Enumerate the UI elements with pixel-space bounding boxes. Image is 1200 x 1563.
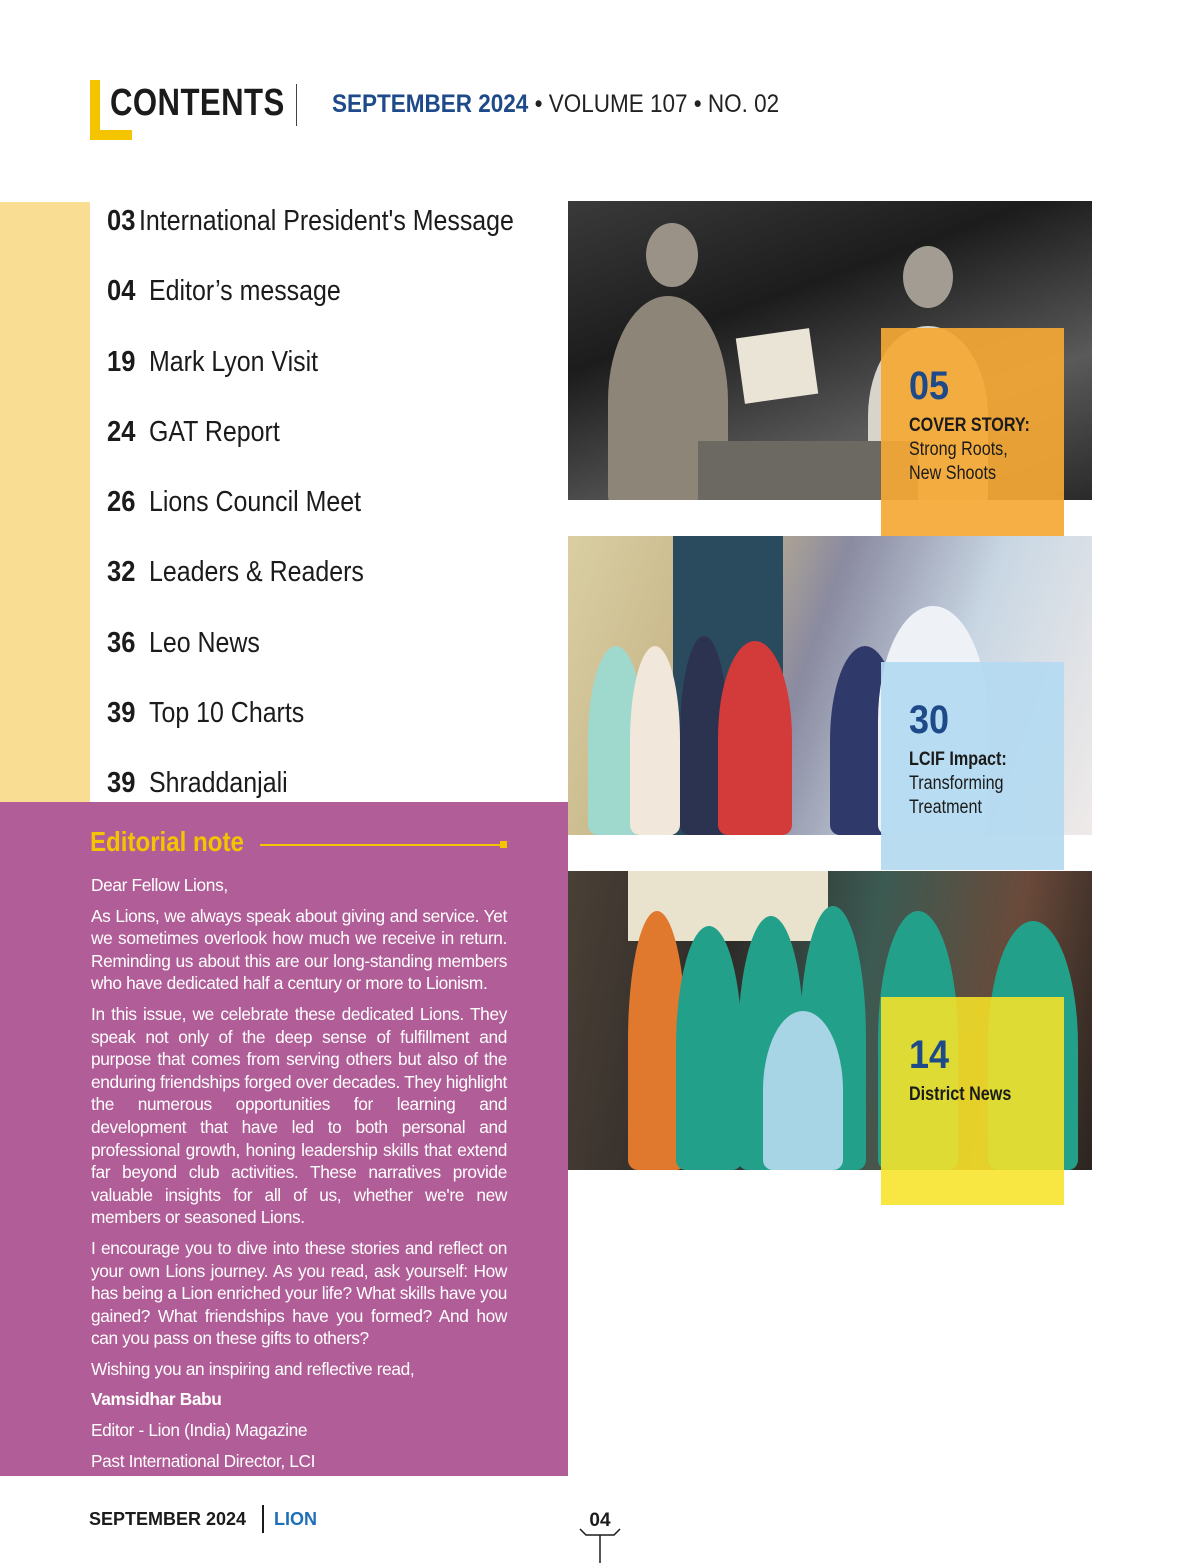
editorial-paragraph: In this issue, we celebrate these dedicated Lions. They speak not only of the deep sense of fulfillment and purpose that comes from serving others but also of the enduring friendships forged over decades. They highlight the numerous opportunities for learning and development that have led to both personal and professional growth, honing leadership skills that extend far beyond club activities. These narratives provide valuable insights for all of us, whether we're new members or seasoned Lions. bbox=[91, 1003, 507, 1228]
cover-story-box[interactable] bbox=[881, 328, 1064, 536]
footer-month: SEPTEMBER 2024 bbox=[89, 1509, 247, 1529]
story-subtitle: New Shoots bbox=[909, 462, 997, 484]
person-head bbox=[903, 246, 953, 308]
person-figure bbox=[630, 646, 680, 835]
story-page-number: 05 bbox=[909, 364, 950, 408]
lcif-impact-box[interactable] bbox=[881, 662, 1064, 870]
story-subtitle: Strong Roots, bbox=[909, 438, 1008, 460]
story-kicker: LCIF Impact: bbox=[909, 749, 1007, 770]
toc-page: 39 bbox=[107, 697, 136, 730]
issue-month: SEPTEMBER 2024 bbox=[332, 90, 529, 118]
person-figure bbox=[718, 641, 792, 835]
story-kicker: District News bbox=[909, 1084, 1012, 1105]
editorial-closing: Wishing you an inspiring and reflective read, bbox=[91, 1358, 415, 1379]
toc-title: Shraddanjali bbox=[149, 767, 288, 800]
toc-page: 32 bbox=[107, 556, 136, 589]
toc-title: Lions Council Meet bbox=[149, 486, 362, 519]
toc-title: Editor’s message bbox=[149, 275, 341, 308]
story-kicker: COVER STORY: bbox=[909, 415, 1030, 436]
toc-item[interactable] bbox=[107, 202, 562, 272]
person-figure bbox=[676, 926, 742, 1170]
signature-title: Editor - Lion (India) Magazine bbox=[91, 1420, 308, 1441]
signature-title: Past International Director, LCI bbox=[91, 1450, 316, 1471]
toc-side-strip bbox=[0, 202, 90, 802]
toc-title: Leo News bbox=[149, 626, 260, 659]
district-news-box[interactable] bbox=[881, 997, 1064, 1205]
toc-page: 36 bbox=[107, 626, 136, 659]
toc-item[interactable] bbox=[107, 624, 562, 694]
editorial-paragraph: I encourage you to dive into these stories and reflect on your own Lions journey. As you read, ask yourself: How has being a Lion enriched your life? What skills have you gained? What friendships have you formed? And how can you pass on these gifts to others? bbox=[91, 1237, 507, 1349]
story-subtitle: Transforming bbox=[909, 772, 1004, 794]
editorial-heading: Editorial note bbox=[90, 826, 244, 857]
toc-item[interactable] bbox=[107, 413, 562, 483]
story-page-number: 14 bbox=[909, 1033, 950, 1077]
toc-page: 24 bbox=[107, 415, 136, 448]
editorial-salutation: Dear Fellow Lions, bbox=[91, 875, 228, 895]
footer-brand: LION bbox=[274, 1509, 317, 1529]
story-page-number: 30 bbox=[909, 698, 950, 742]
toc-item[interactable] bbox=[107, 694, 562, 764]
person-figure bbox=[763, 1011, 843, 1170]
table-of-contents bbox=[107, 202, 562, 835]
certificate-shape bbox=[736, 328, 818, 404]
signature-name: Vamsidhar Babu bbox=[91, 1389, 222, 1410]
page-title: CONTENTS bbox=[110, 82, 285, 124]
story-subtitle: Treatment bbox=[909, 796, 983, 818]
toc-page: 39 bbox=[107, 767, 136, 800]
toc-item[interactable] bbox=[107, 343, 562, 413]
footer-divider bbox=[262, 1505, 264, 1533]
toc-title: Top 10 Charts bbox=[149, 697, 305, 730]
toc-item[interactable] bbox=[107, 272, 562, 342]
toc-title: Leaders & Readers bbox=[149, 556, 364, 589]
toc-title: International President's Message bbox=[139, 205, 515, 237]
issue-volume: • VOLUME 107 • NO. 02 bbox=[528, 90, 780, 118]
editorial-body bbox=[91, 874, 507, 1480]
toc-title: GAT Report bbox=[149, 415, 280, 448]
editorial-rule bbox=[260, 844, 502, 846]
page-bracket-icon bbox=[578, 1527, 622, 1563]
toc-page: 04 bbox=[107, 275, 136, 308]
page-number: 04 bbox=[589, 1510, 611, 1531]
toc-page: 19 bbox=[107, 345, 136, 378]
person-head bbox=[646, 223, 698, 287]
toc-item[interactable] bbox=[107, 553, 562, 623]
toc-page: 03 bbox=[107, 205, 136, 237]
issue-info bbox=[332, 90, 779, 119]
editorial-rule-end bbox=[500, 841, 507, 848]
toc-title: Mark Lyon Visit bbox=[149, 345, 319, 378]
header-divider bbox=[296, 84, 297, 126]
toc-item[interactable] bbox=[107, 483, 562, 553]
editorial-paragraph: As Lions, we always speak about giving and service. Yet we sometimes overlook how much we receive in return. Reminding us about this are our long-standing members who have dedicated half a century or more to Lionism. bbox=[91, 905, 507, 994]
toc-page: 26 bbox=[107, 486, 136, 519]
